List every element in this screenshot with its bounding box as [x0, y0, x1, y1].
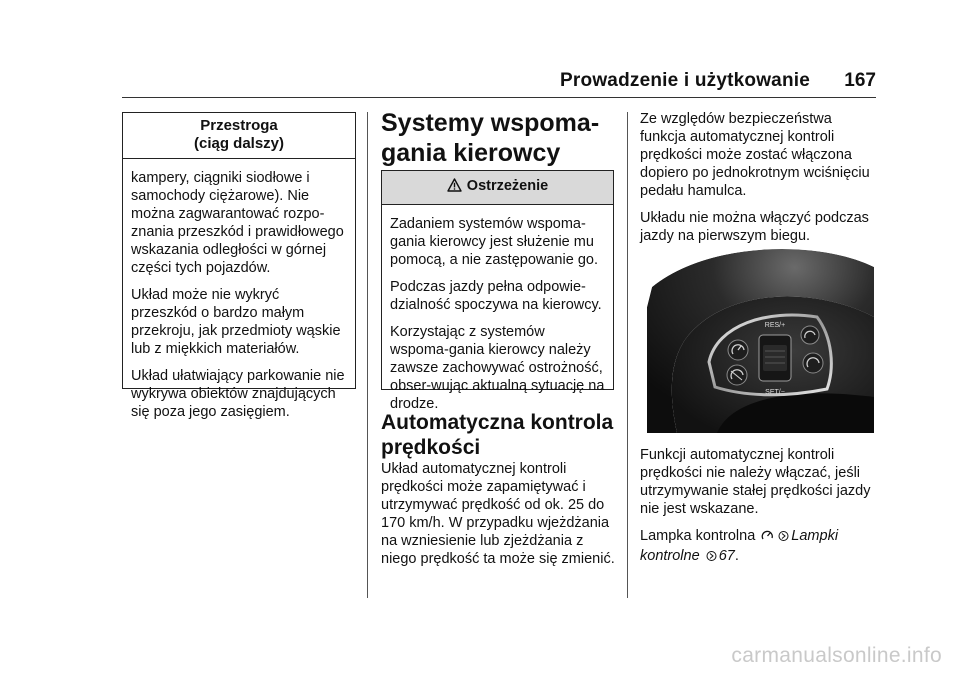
lamp-reference-page[interactable]: 67 [718, 548, 735, 564]
set-button-label: SET/− [765, 389, 785, 396]
safety-paragraph: Ze względów bezpieczeństwa funkcja automatycznej kontroli prędkości może zostać włączona dopiero po jednokrotnym wciśnięciu pedału hamulca. [640, 111, 870, 199]
caution-box-header [123, 113, 355, 159]
column-3-top-text [640, 110, 880, 254]
column-3-bottom-text [640, 446, 880, 567]
warning-box-header [382, 171, 613, 205]
caution-box-body [123, 159, 355, 436]
lamp-reference-link-1[interactable]: Lampki [791, 528, 839, 544]
lamp-reference-link-2[interactable]: kontrolne [640, 548, 700, 564]
warning-box [381, 170, 614, 412]
cruise-control-intro [381, 460, 621, 577]
lamp-prefix: Lampka kontrolna [640, 528, 756, 544]
page-header-title: Prowadzenie i użytkowanie [560, 70, 810, 91]
column-divider-right [627, 112, 628, 598]
warning-box-body [382, 205, 613, 428]
indicator-lamp-reference [640, 527, 880, 567]
not-recommended-paragraph: Funkcji automatycznej kontroli prędkości nie należy włączać, jeśli utrzymywanie stałej prędkości jazdy nie jest wskazane. [640, 447, 871, 517]
cruise-control-paragraph: Układ automatycznej kontroli prędkości może zapamiętywać i utrzymywać prędkość od ok. 25 do 170 km/h. W przypadku wjeżdżania na wzniesienie lub zjeżdżania z niego prędkość ta może się zmienić. [381, 461, 615, 567]
page-reference-arrow-icon-2 [706, 549, 717, 567]
caution-paragraph-3: Układ ułatwiający parkowanie nie wykrywa obiektów znajdujących się poza jego zasięgiem. [131, 368, 345, 420]
page-reference-arrow-icon [778, 529, 789, 547]
section-heading-line-2: gania kierowcy [381, 139, 561, 167]
caution-subtitle: (ciąg dalszy) [193, 135, 285, 152]
watermark: carmanualsonline.info [731, 644, 942, 667]
warning-paragraph-1: Zadaniem systemów wspoma-gania kierowcy jest służenie mu pomocą, a nie zastępowanie go. [390, 216, 598, 268]
res-button-label: RES/+ [764, 322, 786, 329]
section-heading [381, 108, 621, 168]
header-divider [122, 97, 876, 98]
warning-triangle-icon [447, 178, 462, 197]
warning-title: Ostrzeżenie [466, 178, 549, 194]
caution-paragraph-1: kampery, ciągniki siodłowe i samochody ciężarowe). Nie można zagwarantować rozpo-znania przeszkód i prawidłowego wskazania odległości w górnej części tych pojazdów. [131, 170, 344, 276]
first-gear-paragraph: Układu nie można włączyć podczas jazdy na pierwszym biegu. [640, 210, 869, 244]
warning-paragraph-2: Podczas jazdy pełna odpowie-dzialność spoczywa na kierowcy. [390, 279, 602, 313]
subsection-heading [381, 410, 621, 460]
steering-wheel-controls-photo [647, 247, 874, 433]
caution-box [122, 112, 356, 420]
caution-title: Przestroga [200, 117, 278, 134]
section-heading-line-1: Systemy wspoma- [381, 109, 600, 137]
warning-paragraph-3: Korzystając z systemów wspoma-gania kierowcy należy zawsze zachowywać ostrożność, obser-wując aktualną sytuację na drodze. [390, 324, 605, 412]
page-number: 167 [844, 70, 876, 91]
cruise-control-lamp-icon [761, 529, 774, 547]
caution-paragraph-2: Układ może nie wykryć przeszkód o bardzo małym przekroju, jak przedmioty wąskie lub z miękkich materiałów. [131, 287, 341, 357]
subsection-heading-line-1: Automatyczna kontrola [381, 411, 614, 434]
column-divider-left [367, 112, 368, 598]
lamp-reference-end: . [734, 548, 739, 564]
subsection-heading-line-2: prędkości [381, 436, 481, 459]
